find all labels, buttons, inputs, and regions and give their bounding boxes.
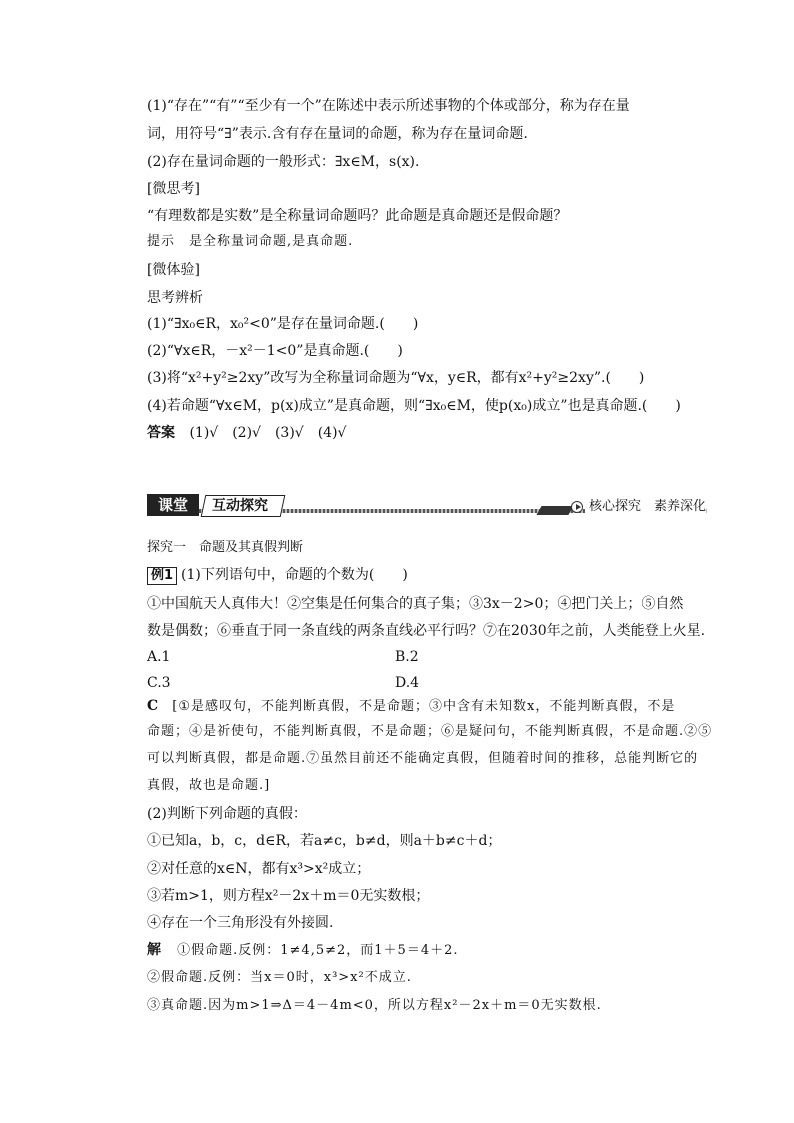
judge-item-3: (3)将“x²+y²≥2xy”改写为全称量词命题为“∀x，y∈R，都有x²+y²≥2xy”.( ) bbox=[147, 370, 645, 386]
paragraph-existential-def-1: (1)“存在”“有”“至少有一个”在陈述中表示所述事物的个体或部分，称为存在量 bbox=[147, 98, 630, 114]
part2-item-4: ④存在一个三角形没有外接圆. bbox=[147, 915, 334, 931]
judge-item-1: (1)“∃x₀∈R，x₀²<0”是存在量词命题.( ) bbox=[147, 316, 419, 332]
experience-title: [微体验] bbox=[147, 262, 200, 278]
answer2-text-1: ①假命题.反例：1≠4,5≠2，而1＋5＝4＋2. bbox=[177, 943, 459, 958]
example-statements-1: ①中国航天人真伟大！②空集是任何集合的真子集；③3x－2>0；④把门关上；⑤自然 bbox=[147, 596, 684, 612]
option-c: C.3 bbox=[147, 675, 171, 691]
judge-item-2: (2)“∀x∈R，－x²－1<0”是真命题.( ) bbox=[147, 343, 403, 359]
answer-line bbox=[147, 423, 346, 443]
answer-values: (1)√ (2)√ (3)√ (4)√ bbox=[189, 425, 347, 441]
solution-text-1: [①是感叹句，不能判断真假，不是命题；③中含有未知数x，不能判断真假，不是 bbox=[172, 699, 676, 714]
section-heading: 探究一 命题及其真假判断 bbox=[147, 540, 304, 555]
solution-line-4: 真假，故也是命题.] bbox=[147, 778, 271, 793]
judge-item-4: (4)若命题“∀x∈M，p(x)成立”是真命题，则“∃x₀∈M，使p(x₀)成立”也是真命题.( ) bbox=[147, 398, 681, 414]
banner-dark-block bbox=[536, 506, 573, 515]
example-question-text: (1)下列语句中，命题的个数为( ) bbox=[181, 567, 408, 583]
banner-tag-interactive bbox=[201, 495, 286, 517]
example-statements-2: 数是偶数；⑥垂直于同一条直线的两条直线必平行吗？⑦在2030年之前，人类能登上火星. bbox=[147, 623, 706, 639]
section-banner bbox=[147, 494, 707, 520]
paragraph-general-form: (2)存在量词命题的一般形式：∃x∈M，s(x). bbox=[147, 154, 420, 170]
answer2-line-1 bbox=[147, 940, 459, 961]
example-tag: 例1 bbox=[147, 567, 177, 585]
solution-line-1 bbox=[147, 696, 675, 717]
option-b: B.2 bbox=[395, 649, 419, 665]
example-question bbox=[147, 565, 408, 585]
part2-question: (2)判断下列命题的真假： bbox=[147, 806, 307, 822]
banner-tag-interactive-label: 互动探究 bbox=[212, 498, 268, 514]
paragraph-existential-def-2: 词，用符号“∃”表示.含有存在量词的命题，称为存在量词命题. bbox=[147, 126, 528, 142]
part2-item-2: ②对任意的x∈N，都有x³>x²成立； bbox=[147, 861, 371, 877]
solution-line-2: 命题；④是祈使句，不能判断真假，不是命题；⑥是疑问句，不能判断真假，不是命题.②⑤ bbox=[147, 724, 713, 739]
answer-label: 答案 bbox=[147, 425, 175, 441]
banner-tag-classroom: 课堂 bbox=[147, 494, 199, 516]
option-a: A.1 bbox=[147, 649, 171, 665]
banner-right-text: 核心探究 素养深化 bbox=[585, 498, 706, 516]
part2-item-1: ①已知a，b，c，d∈R，若a≠c，b≠d，则a＋b≠c＋d； bbox=[147, 833, 502, 849]
think-question: “有理数都是实数”是全称量词命题吗？此命题是真命题还是假命题？ bbox=[147, 208, 568, 224]
answer2-line-3: ③真命题.因为m>1⇒Δ＝4－4m<0，所以方程x²－2x＋m＝0无实数根. bbox=[147, 998, 602, 1013]
play-icon bbox=[571, 501, 583, 513]
solution-label: C bbox=[147, 698, 160, 714]
think-title: [微思考] bbox=[147, 181, 200, 197]
experience-subtitle: 思考辨析 bbox=[147, 290, 203, 306]
hint-text: 提示 是全称量词命题,是真命题. bbox=[147, 234, 354, 249]
jie-label: 解 bbox=[147, 942, 162, 958]
solution-line-3: 可以判断真假，都是命题.⑦虽然目前还不能确定真假，但随着时间的推移，总能判断它的 bbox=[147, 751, 699, 766]
answer2-line-2: ②假命题.反例：当x＝0时，x³>x²不成立. bbox=[147, 970, 412, 985]
option-d: D.4 bbox=[395, 675, 420, 691]
part2-item-3: ③若m>1，则方程x²－2x＋m＝0无实数根； bbox=[147, 888, 430, 904]
